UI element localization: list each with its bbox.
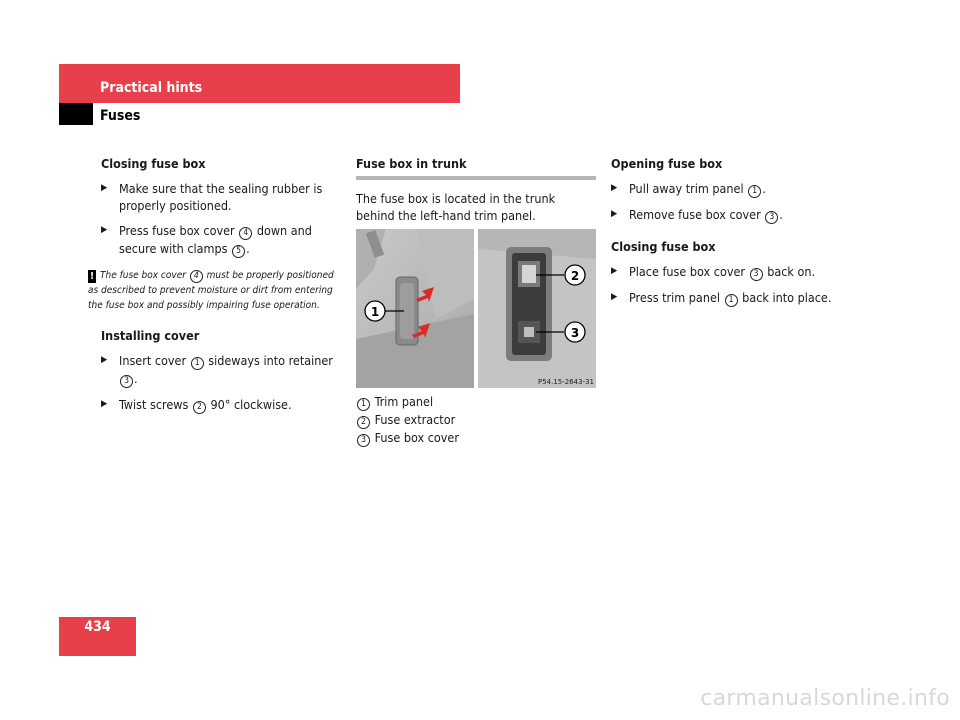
installing-heading: Installing cover [101,328,200,343]
arrow-icon: ▶ [101,225,108,235]
arrow-icon: ▶ [611,209,618,219]
ref-number: 1 [725,294,738,307]
ref-number: 3 [120,375,133,388]
arrow-icon: ▶ [101,355,108,365]
page-subtitle: Fuses [100,108,141,124]
section-text: The fuse box is located in the trunk behind the left-hand trim panel. [356,191,556,223]
open-step-1: ▶ Pull away trim panel 1 . [611,181,766,196]
ref-number: 4 [239,227,252,240]
watermark: carmanualsonline.info [700,686,950,711]
callout-3: 3 [570,326,580,340]
open-step-2: ▶ Remove fuse box cover 3 . [611,207,783,222]
arrow-icon: ▶ [611,292,618,302]
fuse-box-illustration [478,229,596,388]
ref-number: 1 [357,398,370,411]
legend-item: 3 Fuse box cover [356,429,596,447]
arrow-icon: ▶ [611,266,618,276]
legend-item: 2 Fuse extractor [356,411,596,429]
install-step-1: ▶ Insert cover 1 sideways into retainer 3 . [101,353,333,386]
warning-icon: ! [89,271,95,282]
callout-2: 2 [570,269,580,283]
arrow-icon: ▶ [101,183,108,193]
ref-number: 4 [190,270,203,283]
closing-step-1: ▶ Make sure that the sealing rubber is properly positioned. [101,181,323,213]
trunk-photo-right [478,229,596,388]
column-right [611,155,851,315]
page-number: 434 [84,619,111,635]
column-middle [356,155,596,232]
ref-number: 1 [191,357,204,370]
figure-legend [356,393,596,447]
column-left [88,155,341,422]
closing-heading-2: Closing fuse box [611,239,716,254]
header-marker [59,103,93,125]
ref-number: 3 [750,268,763,281]
ref-number: 2 [193,401,206,414]
ref-number: 5 [232,245,245,258]
arrow-icon: ▶ [101,399,108,409]
close-step-1: ▶ Place fuse box cover 3 back on. [611,264,816,279]
trunk-photo-left [356,229,474,388]
arrow-icon: ▶ [611,183,618,193]
photo-code: P54.15-2643-31 [537,378,595,386]
install-step-2: ▶ Twist screws 2 90° clockwise. [101,397,292,412]
closing-heading: Closing fuse box [101,156,206,171]
opening-heading: Opening fuse box [611,156,723,171]
ref-number: 3 [357,434,370,447]
trunk-panel-illustration [356,229,474,388]
legend-item: 1 Trim panel [356,393,596,411]
closing-step-2: ▶ Press fuse box cover 4 down and secure with clamps 5 . [101,223,312,256]
callout-1: 1 [370,305,380,319]
close-step-2: ▶ Press trim panel 1 back into place. [611,290,832,305]
ref-number: 1 [748,185,761,198]
page-section-title: Practical hints [100,80,203,96]
ref-number: 2 [357,416,370,429]
section-heading: Fuse box in trunk [356,155,596,180]
ref-number: 3 [765,211,778,224]
warning-note: ! The fuse box cover 4 must be properly positioned as described to prevent moisture or dirt from entering the fuse box and possibly impairing fuse operation. [88,270,334,311]
